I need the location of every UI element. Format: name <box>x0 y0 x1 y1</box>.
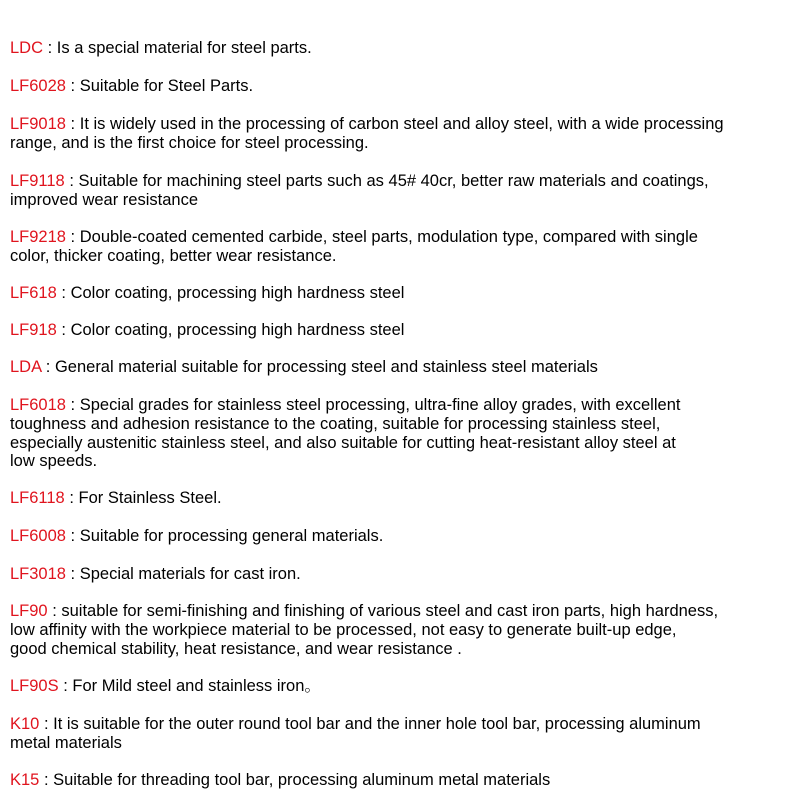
grade-entry-k10 <box>10 715 795 753</box>
separator: : <box>39 771 54 789</box>
grade-description-line: Special materials for cast iron. <box>79 565 301 583</box>
grade-description-line: Suitable for machining steel parts such as 45# 40cr, better raw materials and coatings, <box>78 172 709 190</box>
separator: : <box>43 39 57 57</box>
grade-code: LF6018 <box>10 396 66 414</box>
grade-entry-lf9018 <box>10 115 795 153</box>
grade-description-line: Suitable for threading tool bar, processing aluminum metal materials <box>53 771 551 789</box>
grade-description-line: color, thicker coating, better wear resistance. <box>10 246 337 265</box>
separator: : <box>64 172 79 190</box>
grade-description-line: For Mild steel and stainless iron。 <box>72 677 321 695</box>
grade-description-line: Special grades for stainless steel processing, ultra-fine alloy grades, with excellent <box>79 396 681 414</box>
grade-code: LDA <box>10 358 42 376</box>
grade-description-line: Double-coated cemented carbide, steel parts, modulation type, compared with single <box>79 228 698 246</box>
grade-description-line: Suitable for Steel Parts. <box>79 77 254 95</box>
grade-code: LF9018 <box>10 115 66 133</box>
grade-entry-lda <box>10 358 795 377</box>
separator: : <box>65 396 80 414</box>
grade-description-line: low speeds. <box>10 452 98 471</box>
grade-code: LF918 <box>10 321 57 339</box>
grade-code: K15 <box>10 771 40 789</box>
separator: : <box>41 358 55 376</box>
grade-description-line: toughness and adhesion resistance to the coating, suitable for processing stainless steel, <box>10 414 661 433</box>
separator: : <box>65 77 80 95</box>
separator: : <box>65 527 80 545</box>
grade-code: LF6028 <box>10 77 66 95</box>
grade-code: LDC <box>10 39 44 57</box>
grade-entry-lf6028 <box>10 77 795 96</box>
separator: : <box>65 228 80 246</box>
grade-entry-lf9118 <box>10 172 795 210</box>
grade-description-line: Suitable for processing general materials. <box>79 527 384 545</box>
grade-entry-lf618 <box>10 284 795 303</box>
grade-entry-lf918 <box>10 321 795 340</box>
grade-description-line: It is suitable for the outer round tool bar and the inner hole tool bar, processing aluminum <box>53 715 701 733</box>
separator: : <box>65 565 80 583</box>
separator: : <box>56 284 71 302</box>
grade-description-line: suitable for semi-finishing and finishing of various steel and cast iron parts, high hardness, <box>61 602 719 620</box>
separator: : <box>65 115 80 133</box>
grade-description-line: range, and is the first choice for steel processing. <box>10 133 369 152</box>
grade-code: LF90 <box>10 602 48 620</box>
grade-code: LF618 <box>10 284 57 302</box>
grade-description-line: low affinity with the workpiece material to be processed, not easy to generate built-up edge, <box>10 620 677 639</box>
grade-entry-ldc <box>10 39 795 58</box>
grade-description-line: good chemical stability, heat resistance, and wear resistance . <box>10 639 462 658</box>
grade-description-line: Color coating, processing high hardness steel <box>70 284 405 302</box>
separator: : <box>47 602 62 620</box>
grade-description-line: Is a special material for steel parts. <box>56 39 312 57</box>
separator: : <box>58 677 73 695</box>
separator: : <box>56 321 71 339</box>
grade-description-line: For Stainless Steel. <box>78 489 222 507</box>
grade-entry-lf6018 <box>10 396 795 471</box>
separator: : <box>64 489 79 507</box>
grade-description-line: General material suitable for processing steel and stainless steel materials <box>54 358 598 376</box>
grade-entry-k15 <box>10 771 795 790</box>
grade-code: LF90S <box>10 677 59 695</box>
grade-entry-lf6008 <box>10 527 795 546</box>
grade-code: LF3018 <box>10 565 66 583</box>
grade-description-line: metal materials <box>10 733 122 752</box>
grade-code: LF6118 <box>10 489 65 507</box>
grade-code: LF9218 <box>10 228 66 246</box>
grade-description-line: especially austenitic stainless steel, and also suitable for cutting heat-resistant alloy steel at <box>10 433 676 452</box>
grade-entry-lf9218 <box>10 228 795 266</box>
grade-entry-lf6118 <box>10 489 795 508</box>
grade-description-line: improved wear resistance <box>10 190 198 209</box>
grade-description-line: Color coating, processing high hardness steel <box>70 321 405 339</box>
grade-description-line: It is widely used in the processing of carbon steel and alloy steel, with a wide processing <box>79 115 724 133</box>
grade-code: LF6008 <box>10 527 66 545</box>
grade-entry-lf3018 <box>10 565 795 584</box>
grade-entry-lf90s <box>10 677 795 696</box>
grade-entry-lf90 <box>10 602 795 658</box>
separator: : <box>39 715 54 733</box>
grade-code: LF9118 <box>10 172 65 190</box>
grade-code: K10 <box>10 715 40 733</box>
